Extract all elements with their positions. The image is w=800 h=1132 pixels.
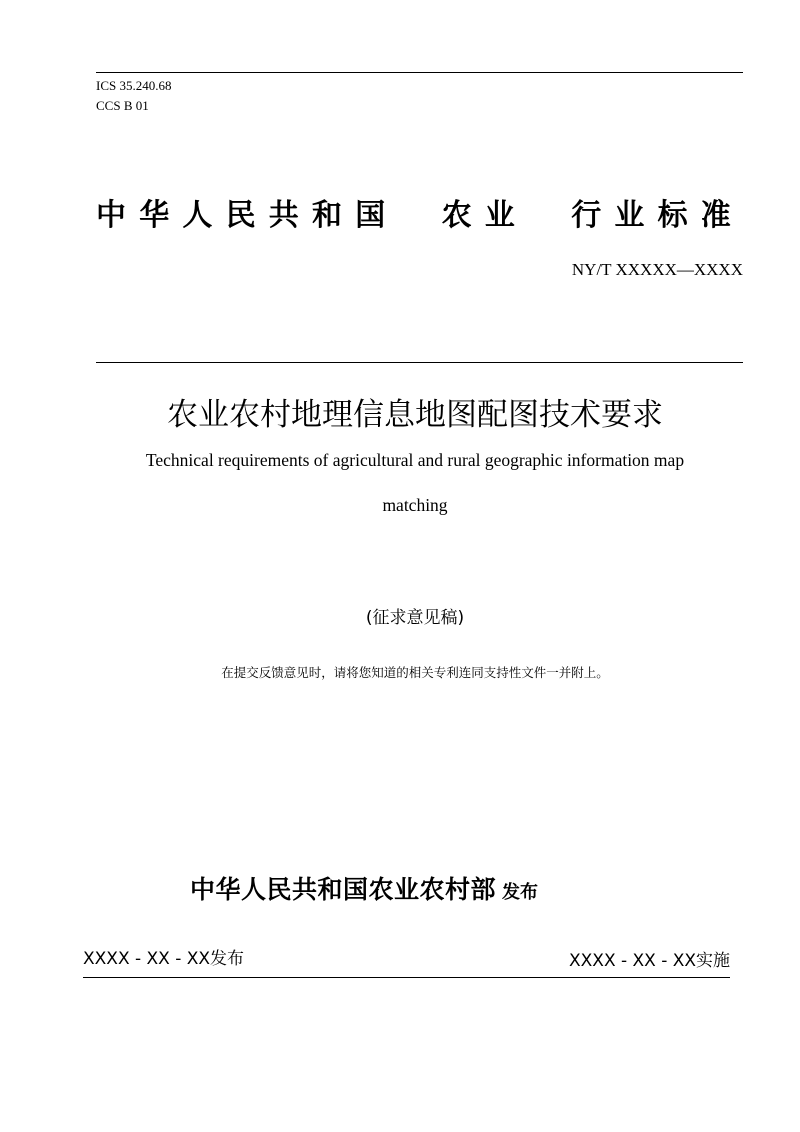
standard-title-char: 民 — [225, 198, 256, 233]
draft-status: (征求意见稿) — [365, 608, 465, 628]
issuer-name: 中华人民共和国农业农村部 — [190, 875, 497, 904]
standard-number: NY/T XXXXX—XXXX — [571, 260, 743, 279]
standard-title-char: 国 — [355, 198, 386, 233]
feedback-note: 在提交反馈意见时，请将您知道的相关专利连同支持性文件一并附上。 — [221, 665, 609, 680]
standard-title-char: 共 — [268, 198, 299, 233]
ics-code: ICS 35.240.68 — [96, 78, 172, 93]
document-title-chinese: 农业农村地理信息地图配图技术要求 — [167, 397, 663, 433]
standard-title-char: 业 — [614, 198, 645, 233]
standard-title-char: 和 — [312, 198, 342, 233]
issuer — [190, 873, 660, 910]
document-title-english-line2: matching — [382, 495, 448, 515]
standard-title-char: 行 — [571, 198, 602, 233]
standard-title-char: 标 — [657, 198, 688, 233]
standard-title-char: 业 — [484, 198, 515, 233]
bottom-rule — [83, 977, 730, 978]
standard-title-char: 华 — [139, 198, 170, 233]
issuer-action: 发布 — [502, 882, 539, 903]
standard-title-char: 中 — [96, 198, 126, 233]
implementation-date: XXXX - XX - XX实施 — [569, 951, 731, 971]
top-rule — [96, 72, 743, 73]
standard-title-char: 准 — [700, 198, 731, 233]
standard-title-char: 农 — [441, 198, 472, 233]
document-title-english-line1: Technical requirements of agricultural and rural geographic information map — [145, 450, 685, 470]
ccs-code: CCS B 01 — [96, 98, 149, 113]
middle-rule — [96, 362, 743, 363]
release-date: XXXX - XX - XX发布 — [83, 949, 245, 969]
standard-title-char: 人 — [182, 198, 213, 233]
